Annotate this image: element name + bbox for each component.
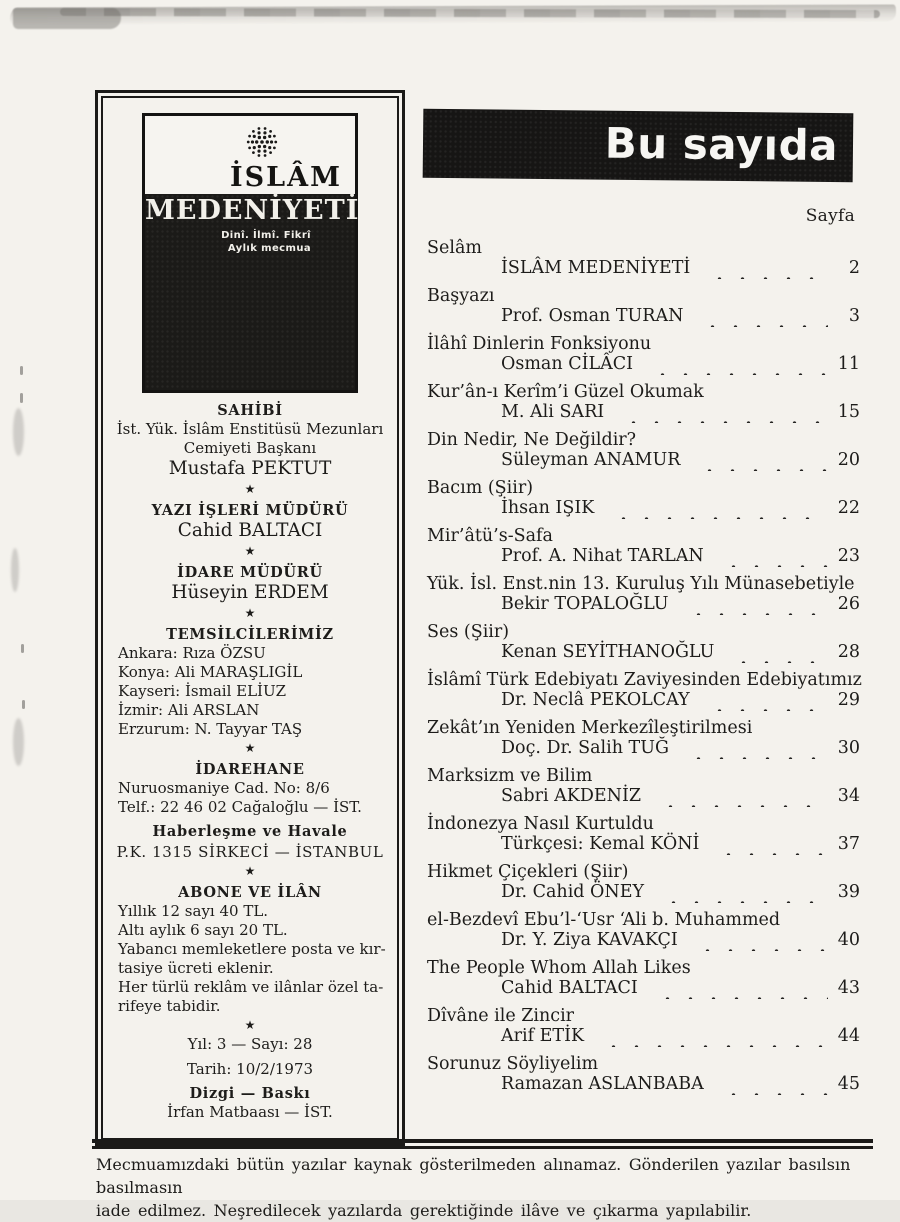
- masthead-issue-line: Yıl: 3 — Sayı: 28: [187, 1035, 313, 1053]
- toc-entry-title: Başyazı: [427, 286, 495, 306]
- scan-artifact-top-left-blob: [13, 8, 121, 29]
- toc-entry-page: 34: [837, 786, 860, 806]
- masthead-phone-line: Telf.: 22 46 02 Cağaloğlu — İST.: [118, 798, 362, 816]
- toc-entry: [427, 478, 860, 519]
- toc-entry-page: 44: [837, 1026, 860, 1046]
- toc-entry-author: Süleyman ANAMUR: [501, 450, 681, 470]
- masthead-rep-konya: Konya: Ali MARAŞLIGİL: [118, 663, 303, 681]
- star-separator-icon: ★: [244, 606, 256, 620]
- masthead-heading-idarehane: İDAREHANE: [195, 761, 305, 778]
- toc-entry-page: 3: [848, 306, 860, 326]
- masthead-date-line: Tarih: 10/2/1973: [186, 1060, 314, 1078]
- scan-artifact-left-tick: [22, 700, 25, 709]
- star-separator-icon: ★: [244, 741, 256, 755]
- toc-entry-author: Arif ETİK: [501, 1026, 585, 1046]
- toc-entry-page: 23: [837, 546, 860, 566]
- toc-entry-page: 37: [837, 834, 860, 854]
- toc-entry-page: 45: [837, 1074, 860, 1094]
- toc-entry-author: Sabri AKDENİZ: [501, 786, 642, 806]
- toc-entry-page: 43: [837, 978, 860, 998]
- toc-entry: [427, 814, 860, 855]
- cover-subtitle-1: Dinî. İlmî. Fikrî: [221, 230, 311, 241]
- cover-top-section: [145, 116, 355, 194]
- toc-entry: [427, 670, 860, 711]
- toc-entry-author: Dr. Neclâ PEKOLCAY: [501, 690, 690, 710]
- dot-leader: [648, 981, 828, 999]
- toc-header-bar: [423, 109, 854, 182]
- cover-title-line1: İSLÂM: [230, 162, 342, 193]
- scan-artifact-left-smudge: [13, 718, 24, 766]
- dot-leader: [690, 453, 828, 471]
- toc-entry-page: 11: [837, 354, 860, 374]
- masthead-subscription-line: tasiye ücreti eklenir.: [118, 959, 274, 977]
- toc-entry: [427, 1006, 860, 1047]
- toc-entry: [427, 766, 860, 807]
- masthead-subscription-line: Her türlü reklâm ve ilânlar özel ta-: [118, 978, 384, 996]
- toc-entry: [427, 718, 860, 759]
- toc-entry: [427, 334, 860, 375]
- masthead-rep-kayseri: Kayseri: İsmail ELİUZ: [118, 682, 287, 700]
- masthead-line: Cemiyeti Başkanı: [183, 439, 317, 457]
- masthead-heading-abone: ABONE VE İLÂN: [178, 884, 322, 901]
- dot-leader: [688, 933, 828, 951]
- toc-entry-author: Ramazan ASLANBABA: [501, 1074, 704, 1094]
- masthead-owner-name: Mustafa PEKTUT: [168, 458, 332, 479]
- dot-leader: [594, 1029, 828, 1047]
- toc-entry-title: Zekât’ın Yeniden Merkezîleştirilmesi: [427, 718, 753, 738]
- toc-entry-page: 30: [837, 738, 860, 758]
- toc-entry-author: Cahid BALTACI: [501, 978, 638, 998]
- masthead-heading-dizgi-baski: Dizgi — Baskı: [189, 1085, 311, 1102]
- toc-entry-title: Marksizm ve Bilim: [427, 766, 593, 786]
- dot-leader: [724, 645, 828, 663]
- scan-artifact-left-tick: [20, 366, 23, 375]
- dot-leader: [679, 597, 828, 615]
- toc-entry-author: Doç. Dr. Salih TUĞ: [501, 738, 669, 758]
- cover-title-line2: MEDENİYETİ: [145, 195, 360, 226]
- masthead-rep-izmir: İzmir: Ali ARSLAN: [118, 701, 260, 719]
- masthead-heading-haberlesme: Haberleşme ve Havale: [152, 823, 348, 840]
- toc-entry-title: Ses (Şiir): [427, 622, 510, 642]
- star-separator-icon: ★: [244, 544, 256, 558]
- footer-double-rule: [92, 1139, 873, 1149]
- toc-entry: [427, 958, 860, 999]
- toc-entry-title: Bacım (Şiir): [427, 478, 534, 498]
- masthead-manager-name: Hüseyin ERDEM: [171, 582, 329, 603]
- masthead-subscription-line: Yıllık 12 sayı 40 TL.: [118, 902, 269, 920]
- toc-entry: [427, 622, 860, 663]
- cover-bottom-section: [145, 194, 360, 390]
- dot-leader: [604, 501, 828, 519]
- masthead-line: İst. Yük. İslâm Enstitüsü Mezunları: [116, 420, 384, 438]
- masthead-subscription-line: Altı aylık 6 sayı 20 TL.: [118, 921, 288, 939]
- masthead-box: [95, 90, 405, 1146]
- toc-entry-page: 29: [837, 690, 860, 710]
- toc-entry: [427, 286, 860, 327]
- footer-notice-line1: Mecmuamızdaki bütün yazılar kaynak gösterilmeden alınamaz. Gönderilen yazılar basılsın basılmasın: [96, 1155, 851, 1197]
- masthead-rep-erzurum: Erzurum: N. Tayyar TAŞ: [118, 720, 303, 738]
- masthead-rep-ankara: Ankara: Rıza ÖZSU: [118, 644, 266, 662]
- toc-entry: [427, 862, 860, 903]
- toc-entry-page: 2: [848, 258, 860, 278]
- masthead-heading-idare-muduru: İDARE MÜDÜRÜ: [177, 564, 323, 581]
- dot-leader: [714, 549, 828, 567]
- toc-entry-author: İSLÂM MEDENİYETİ: [501, 258, 691, 278]
- toc-entry-title: İndonezya Nasıl Kurtuldu: [427, 814, 654, 834]
- toc-entry-page: 40: [837, 930, 860, 950]
- masthead-subscription-line: Yabancı memleketlere posta ve kır-: [118, 940, 386, 958]
- dot-leader: [651, 789, 828, 807]
- footer-notice-line2: iade edilmez. Neşredilecek yazılarda gerektiğinde ilâve ve çıkarma yapılabilir.: [96, 1201, 752, 1220]
- toc-entry-author: Osman CİLÂCI: [501, 354, 634, 374]
- toc-entry: [427, 382, 860, 423]
- dot-leader: [654, 885, 828, 903]
- masthead-address-line: Nuruosmaniye Cad. No: 8/6: [118, 779, 330, 797]
- masthead-heading-temsilciler: TEMSİLCİLERİMİZ: [166, 626, 334, 643]
- toc-entry-title: Yük. İsl. Enst.nin 13. Kuruluş Yılı Münasebetiyle: [427, 574, 855, 594]
- scan-artifact-left-smudge: [11, 548, 19, 592]
- toc-entry-page: 22: [837, 498, 860, 518]
- toc-entry-page: 20: [837, 450, 860, 470]
- star-separator-icon: ★: [244, 482, 256, 496]
- toc-entry-title: The People Whom Allah Likes: [427, 958, 691, 978]
- star-separator-icon: ★: [244, 864, 256, 878]
- toc-entry-author: İhsan IŞIK: [501, 498, 595, 518]
- footer-notice: [96, 1153, 888, 1222]
- masthead-editor-name: Cahid BALTACI: [177, 520, 323, 541]
- toc-entry: [427, 238, 860, 279]
- toc-entry-author: M. Ali SARI: [501, 402, 605, 422]
- scan-artifact-left-tick: [20, 393, 23, 403]
- toc-entry-title: Kur’ân-ı Kerîm’i Güzel Okumak: [427, 382, 704, 402]
- dot-leader: [693, 309, 828, 327]
- toc-entry-title: Dîvâne ile Zincir: [427, 1006, 575, 1026]
- toc-entry-title: İlâhî Dinlerin Fonksiyonu: [427, 334, 652, 354]
- table-of-contents: [427, 238, 860, 1102]
- rosette-dots-icon: [244, 124, 280, 160]
- dot-leader: [700, 261, 828, 279]
- scan-artifact-left-tick: [21, 644, 24, 653]
- toc-entry: [427, 910, 860, 951]
- toc-entry-author: Prof. A. Nihat TARLAN: [501, 546, 704, 566]
- toc-entry-page: 28: [837, 642, 860, 662]
- masthead-heading-yazi-isleri: YAZI İŞLERİ MÜDÜRÜ: [151, 502, 349, 519]
- dot-leader: [679, 741, 828, 759]
- toc-entry-author: Kenan SEYİTHANOĞLU: [501, 642, 715, 662]
- toc-entry-author: Dr. Y. Ziya KAVAKÇI: [501, 930, 678, 950]
- toc-entry-page: 15: [837, 402, 860, 422]
- star-separator-icon: ★: [244, 1018, 256, 1032]
- magazine-cover-thumbnail: [142, 113, 358, 393]
- dot-leader: [614, 405, 828, 423]
- toc-entry: [427, 430, 860, 471]
- scan-artifact-left-smudge: [13, 408, 24, 456]
- masthead-subscription-line: rifeye tabidir.: [118, 997, 221, 1015]
- toc-entry-title: İslâmî Türk Edebiyatı Zaviyesinden Edebiyatımız: [427, 670, 862, 690]
- toc-entry-title: Sorunuz Söyliyelim: [427, 1054, 599, 1074]
- toc-entry-page: 39: [837, 882, 860, 902]
- toc-entry-title: Mir’âtü’s-Safa: [427, 526, 553, 546]
- cover-subtitle-2: Aylık mecmua: [227, 243, 311, 254]
- toc-header-title: Bu sayıda: [604, 118, 839, 171]
- dot-leader: [700, 693, 828, 711]
- toc-entry-author: Türkçesi: Kemal KÖNİ: [501, 834, 700, 854]
- toc-page-column-label: Sayfa: [805, 206, 855, 226]
- toc-entry: [427, 1054, 860, 1095]
- masthead-printer-line: İrfan Matbaası — İST.: [167, 1103, 333, 1121]
- toc-entry-author: Bekir TOPALOĞLU: [501, 594, 669, 614]
- toc-entry-title: el-Bezdevî Ebu’l-‘Usr ‘Ali b. Muhammed: [427, 910, 781, 930]
- toc-entry-title: Hikmet Çiçekleri (Şiir): [427, 862, 629, 882]
- toc-entry: [427, 526, 860, 567]
- masthead-heading-sahibi: SAHİBİ: [217, 402, 283, 419]
- toc-entry-page: 26: [837, 594, 860, 614]
- masthead-pobox-line: P.K. 1315 SİRKECİ — İSTANBUL: [116, 843, 384, 861]
- toc-entry-title: Din Nedir, Ne Değildir?: [427, 430, 637, 450]
- toc-entry-author: Prof. Osman TURAN: [501, 306, 684, 326]
- toc-entry-author: Dr. Cahid ÖNEY: [501, 882, 645, 902]
- masthead-box-inner: [101, 96, 399, 1140]
- toc-entry-title: Selâm: [427, 238, 482, 258]
- dot-leader: [643, 357, 828, 375]
- dot-leader: [714, 1077, 828, 1095]
- toc-entry: [427, 574, 860, 615]
- dot-leader: [709, 837, 828, 855]
